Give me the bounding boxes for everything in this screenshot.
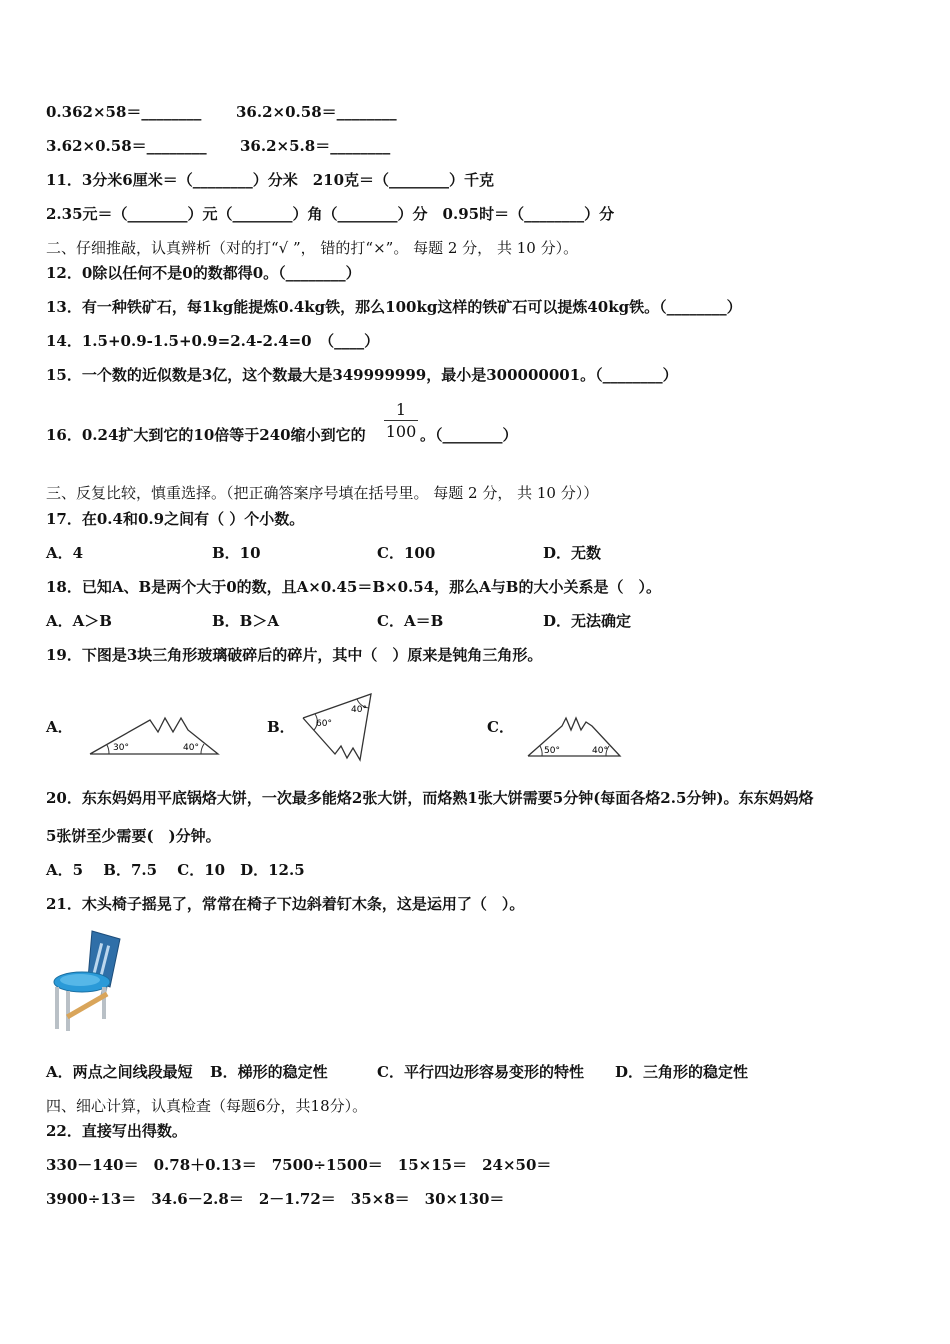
fraction-bar [384, 420, 418, 421]
question-12: 12．0除以任何不是0的数都得0。（________） [46, 264, 361, 282]
question-20-line-1: 20．东东妈妈用平底锅烙大饼，一次最多能烙2张大饼，而烙熟1张大饼需要5分钟(每面各烙2.5分钟)。东东妈妈烙 [46, 789, 814, 807]
angle-label-40-c: 40° [592, 746, 608, 756]
question-21: 21．木头椅子摇晃了，常常在椅子下边斜着钉木条，这是运用了（ ）。 [46, 895, 525, 913]
question-17: 17．在0.4和0.9之间有（ ）个小数。 [46, 510, 305, 528]
q19-option-b: B． [267, 718, 295, 736]
q19-option-c: C． [487, 718, 514, 736]
section-3-heading: 三、反复比较，慎重选择。（把正确答案序号填在括号里。 每题 2 分， 共 10 分）） [46, 484, 599, 502]
q18-option-d: D．无法确定 [543, 612, 632, 630]
question-16-text: 16．0.24扩大到它的10倍等于240缩小到它的 [46, 426, 366, 444]
broken-triangle-a-figure [85, 712, 225, 762]
fraction-numerator: 1 [395, 400, 407, 419]
question-22: 22．直接写出得数。 [46, 1122, 187, 1140]
question-11-line-1: 11．3分米6厘米＝（________）分米 210克＝（________）千克 [46, 171, 495, 189]
q18-option-b: B．B＞A [212, 612, 279, 630]
chair-icon [48, 925, 126, 1033]
q20-options: A．5 B．7.5 C．10 D．12.5 [46, 861, 305, 879]
question-20-line-2: 5张饼至少需要( )分钟。 [46, 827, 221, 845]
q21-option-a: A．两点之间线段最短 [46, 1063, 193, 1081]
fraction-denominator: 100 [385, 422, 417, 441]
broken-triangle-b-figure [295, 688, 380, 768]
q19-option-a: A． [46, 718, 73, 736]
line-calc-2b: 36.2×5.8＝________ [240, 137, 391, 155]
angle-label-30: 30° [113, 743, 129, 753]
question-15: 15．一个数的近似数是3亿，这个数最大是349999999，最小是300000001。（________） [46, 366, 678, 384]
q17-option-a: A．4 [46, 544, 84, 562]
question-18: 18．已知A、B是两个大于0的数，且A×0.45＝B×0.54，那么A与B的大小关系是（ ）。 [46, 578, 661, 596]
angle-label-40-b: 40° [351, 705, 367, 715]
q17-option-d: D．无数 [543, 544, 602, 562]
q21-option-b: B．梯形的稳定性 [210, 1063, 328, 1081]
fraction-one-hundredth [384, 400, 418, 441]
section-2-heading: 二、仔细推敲，认真辨析（对的打“√ ”， 错的打“×”。 每题 2 分， 共 10 分）。 [46, 239, 579, 257]
line-calc-1a: 0.362×58＝________ [46, 103, 202, 121]
broken-triangle-c-figure [522, 712, 627, 762]
question-19: 19．下图是3块三角形玻璃破碎后的碎片，其中（ ）原来是钝角三角形。 [46, 646, 543, 664]
q17-option-c: C．100 [377, 544, 436, 562]
q21-option-c: C．平行四边形容易变形的特性 [377, 1063, 584, 1081]
calc-row-1: 330－140＝ 0.78＋0.13＝ 7500÷1500＝ 15×15＝ 24×50＝ [46, 1156, 552, 1174]
question-11-line-2: 2.35元＝（________）元（________）角（________）分 0.95时＝（________）分 [46, 205, 615, 223]
angle-label-40: 40° [183, 743, 199, 753]
q18-option-c: C．A＝B [377, 612, 444, 630]
section-4-heading: 四、细心计算，认真检查（每题6分，共18分）。 [46, 1097, 368, 1115]
angle-label-50: 50° [544, 746, 560, 756]
q17-option-b: B．10 [212, 544, 261, 562]
question-14: 14．1.5+0.9-1.5+0.9=2.4-2.4=0 （____） [46, 332, 380, 350]
line-calc-1b: 36.2×0.58＝________ [236, 103, 397, 121]
question-16-blank: 。（________） [420, 426, 518, 444]
angle-label-60: 60° [316, 719, 332, 729]
q18-option-a: A．A＞B [46, 612, 112, 630]
line-calc-2a: 3.62×0.58＝________ [46, 137, 207, 155]
calc-row-2: 3900÷13＝ 34.6－2.8＝ 2－1.72＝ 35×8＝ 30×130＝ [46, 1190, 505, 1208]
question-13: 13．有一种铁矿石，每1kg能提炼0.4kg铁，那么100kg这样的铁矿石可以提炼40kg铁。（________） [46, 298, 742, 316]
q21-option-d: D．三角形的稳定性 [615, 1063, 749, 1081]
